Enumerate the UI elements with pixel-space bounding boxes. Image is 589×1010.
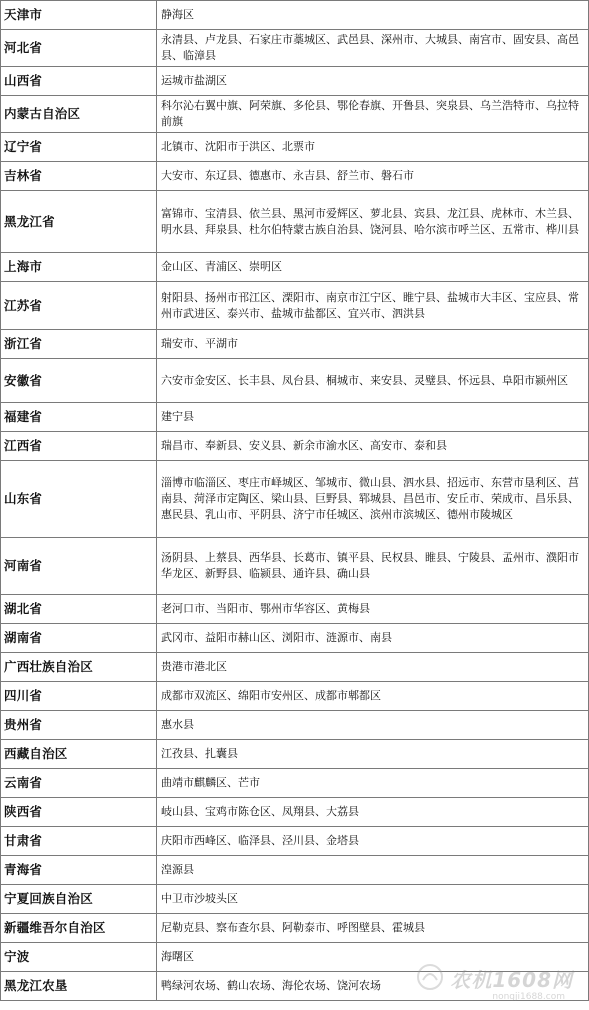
province-cell: 四川省 (1, 682, 157, 711)
table-row (1, 67, 589, 96)
areas-cell: 岐山县、宝鸡市陈仓区、凤翔县、大荔县 (157, 798, 589, 827)
province-cell: 黑龙江农垦 (1, 972, 157, 1001)
watermark-text: 农机1608网 (450, 968, 573, 992)
table-row (1, 827, 589, 856)
province-cell: 陕西省 (1, 798, 157, 827)
province-cell: 福建省 (1, 403, 157, 432)
table-row (1, 1, 589, 30)
table-row (1, 282, 589, 330)
table-row (1, 769, 589, 798)
table-row (1, 191, 589, 253)
province-cell: 新疆维吾尔自治区 (1, 914, 157, 943)
areas-cell: 湟源县 (157, 856, 589, 885)
areas-cell: 鸭绿河农场、鹤山农场、海伦农场、饶河农场 (157, 972, 589, 1001)
province-cell: 甘肃省 (1, 827, 157, 856)
province-cell: 西藏自治区 (1, 740, 157, 769)
province-cell: 黑龙江省 (1, 191, 157, 253)
areas-cell: 老河口市、当阳市、鄂州市华容区、黄梅县 (157, 595, 589, 624)
areas-cell: 成都市双流区、绵阳市安州区、成都市郫都区 (157, 682, 589, 711)
province-cell: 湖南省 (1, 624, 157, 653)
province-cell: 宁波 (1, 943, 157, 972)
table-row (1, 359, 589, 403)
table-row (1, 96, 589, 133)
table-row (1, 798, 589, 827)
areas-cell: 瑞安市、平湖市 (157, 330, 589, 359)
areas-cell: 曲靖市麒麟区、芒市 (157, 769, 589, 798)
areas-cell: 科尔沁右翼中旗、阿荣旗、多伦县、鄂伦春旗、开鲁县、突泉县、乌兰浩特市、乌拉特前旗 (157, 96, 589, 133)
areas-cell: 惠水县 (157, 711, 589, 740)
province-cell: 湖北省 (1, 595, 157, 624)
watermark-url: nongji1688.com (492, 992, 565, 1002)
areas-cell: 建宁县 (157, 403, 589, 432)
table-row (1, 682, 589, 711)
table-row (1, 740, 589, 769)
areas-cell: 金山区、青浦区、崇明区 (157, 253, 589, 282)
table-row (1, 461, 589, 538)
areas-cell: 大安市、东辽县、德惠市、永吉县、舒兰市、磐石市 (157, 162, 589, 191)
table-row (1, 972, 589, 1001)
province-cell: 青海省 (1, 856, 157, 885)
province-cell: 广西壮族自治区 (1, 653, 157, 682)
table-row (1, 162, 589, 191)
table-row (1, 253, 589, 282)
table-row (1, 133, 589, 162)
table-row (1, 943, 589, 972)
table-row (1, 653, 589, 682)
table-row (1, 403, 589, 432)
areas-cell: 中卫市沙坡头区 (157, 885, 589, 914)
province-cell: 上海市 (1, 253, 157, 282)
province-cell: 贵州省 (1, 711, 157, 740)
areas-cell: 北镇市、沈阳市于洪区、北票市 (157, 133, 589, 162)
areas-cell: 江孜县、扎囊县 (157, 740, 589, 769)
region-table-body (1, 1, 589, 1001)
table-row (1, 914, 589, 943)
province-cell: 江苏省 (1, 282, 157, 330)
areas-cell: 庆阳市西峰区、临泽县、泾川县、金塔县 (157, 827, 589, 856)
province-cell: 宁夏回族自治区 (1, 885, 157, 914)
areas-cell: 贵港市港北区 (157, 653, 589, 682)
province-cell: 天津市 (1, 1, 157, 30)
table-row (1, 885, 589, 914)
province-cell: 浙江省 (1, 330, 157, 359)
areas-cell: 淄博市临淄区、枣庄市峄城区、邹城市、微山县、泗水县、招远市、东营市垦利区、莒南县、菏泽市定陶区、梁山县、巨野县、郓城县、昌邑市、安丘市、荣成市、昌乐县、惠民县、乳山市、平阴县、济宁市任城区、滨州市滨城区、德州市陵城区 (157, 461, 589, 538)
areas-cell: 瑞昌市、奉新县、安义县、新余市渝水区、高安市、泰和县 (157, 432, 589, 461)
table-row (1, 330, 589, 359)
province-cell: 河南省 (1, 538, 157, 595)
province-cell: 江西省 (1, 432, 157, 461)
table-row (1, 856, 589, 885)
table-row (1, 624, 589, 653)
table-row (1, 538, 589, 595)
province-cell: 安徽省 (1, 359, 157, 403)
province-cell: 河北省 (1, 30, 157, 67)
areas-cell: 六安市金安区、长丰县、凤台县、桐城市、来安县、灵璧县、怀远县、阜阳市颍州区 (157, 359, 589, 403)
areas-cell: 尼勒克县、察布查尔县、阿勒泰市、呼图壁县、霍城县 (157, 914, 589, 943)
areas-cell: 富锦市、宝清县、依兰县、黑河市爱辉区、萝北县、宾县、龙江县、虎林市、木兰县、明水县、拜泉县、杜尔伯特蒙古族自治县、饶河县、哈尔滨市呼兰区、五常市、桦川县 (157, 191, 589, 253)
province-cell: 吉林省 (1, 162, 157, 191)
province-cell: 山东省 (1, 461, 157, 538)
province-cell: 辽宁省 (1, 133, 157, 162)
table-row (1, 595, 589, 624)
areas-cell: 运城市盐湖区 (157, 67, 589, 96)
province-cell: 山西省 (1, 67, 157, 96)
province-cell: 内蒙古自治区 (1, 96, 157, 133)
areas-cell: 射阳县、扬州市邗江区、溧阳市、南京市江宁区、睢宁县、盐城市大丰区、宝应县、常州市武进区、泰兴市、盐城市盐都区、宜兴市、泗洪县 (157, 282, 589, 330)
areas-cell: 永清县、卢龙县、石家庄市藁城区、武邑县、深州市、大城县、南宫市、固安县、高邑县、临漳县 (157, 30, 589, 67)
province-cell: 云南省 (1, 769, 157, 798)
areas-cell: 静海区 (157, 1, 589, 30)
areas-cell: 汤阴县、上蔡县、西华县、长葛市、镇平县、民权县、睢县、宁陵县、孟州市、濮阳市华龙区、新野县、临颍县、通许县、确山县 (157, 538, 589, 595)
table-row (1, 711, 589, 740)
table-row (1, 30, 589, 67)
table-row (1, 432, 589, 461)
areas-cell: 海曙区 (157, 943, 589, 972)
areas-cell: 武冈市、益阳市赫山区、浏阳市、涟源市、南县 (157, 624, 589, 653)
